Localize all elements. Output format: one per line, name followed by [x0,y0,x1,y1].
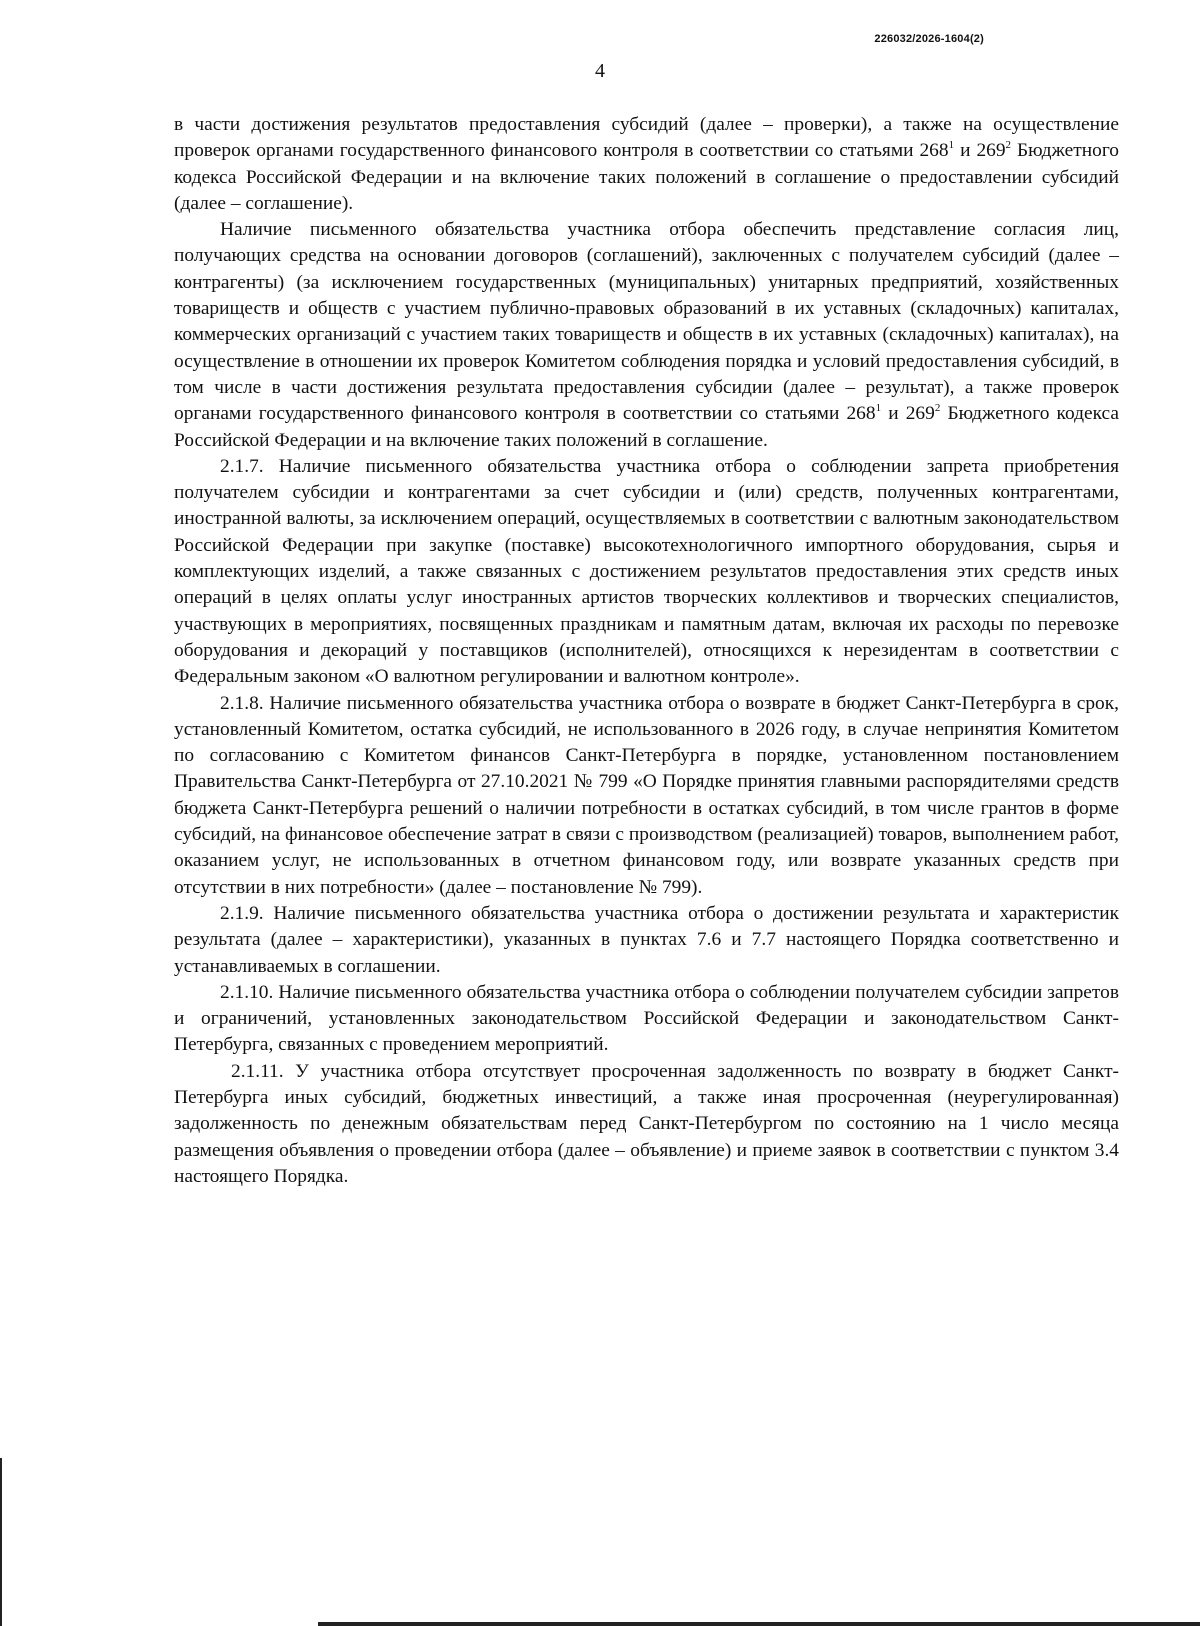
document-body [174,112,1119,1190]
paragraph-2-1-7: 2.1.7. Наличие письменного обязательства участника отбора о соблюдении запрета приобретения получателем субсидии и контрагентами за счет субсидии и (или) средств, полученных контрагентами, иностранной валюты, за исключением операций, осуществляемых в соответствии с валютным законодательством Российской Федерации при закупке (поставке) высокотехнологичного импортного оборудования, сырья и комплектующих изделий, а также связанных с достижением результатов предоставления этих средств иных операций в целях оплаты услуг иностранных артистов творческих коллективов и творческих специалистов, участвующих в мероприятиях, посвященных праздникам и памятным датам, включая их расходы по перевозке оборудования и декораций у поставщиков (исполнителей), относящихся к нерезидентам в соответствии с Федеральным законом «О валютном регулировании и валютном контроле». [174,455,1119,688]
paragraph-continuation: в части достижения результатов предоставления субсидий (далее – проверки), а также на осуществление проверок органами государственного финансового контроля в соответствии со статьями $268^1$ и $269^2$ Бюджетного кодекса Российской Федерации и на включение таких положений в соглашение о предоставлении субсидий (далее – соглашение). [174,114,1119,214]
paragraph-2-1-8: 2.1.8. Наличие письменного обязательства участника отбора о возврате в бюджет Санкт-Петербурга в срок, установленный Комитетом, остатка субсидий, не использованного в 2026 году, в случае непринятия Комитетом по согласованию с Комитетом финансов Санкт-Петербурга в порядке, установленном постановлением Правительства Санкт-Петербурга от 27.10.2021 № 799 «О Порядке принятия главными распорядителями средств бюджета Санкт-Петербурга решений о наличии потребности в остатках субсидий, в том числе грантов в форме субсидий, на финансовое обеспечение затрат в связи с производством (реализацией) товаров, выполнением работ, оказанием услуг, не использованных в отчетном финансовом году, или возврате указанных средств при отсутствии в них потребности» (далее – постановление № 799). [174,692,1119,898]
paragraph-2-1-11: 2.1.11. У участника отбора отсутствует просроченная задолженность по возврату в бюджет Санкт-Петербурга иных субсидий, бюджетных инвестиций, а также иная просроченная (неурегулированная) задолженность по денежным обязательствам перед Санкт-Петербургом по состоянию на 1 число месяца размещения объявления о проведении отбора (далее – объявление) и приеме заявок в соответствии с пунктом 3.4 настоящего Порядка. [174,1060,1119,1187]
scan-edge-left [0,1458,2,1626]
paragraph-2-1-9: 2.1.9. Наличие письменного обязательства участника отбора о достижении результата и характеристик результата (далее – характеристики), указанных в пунктах 7.6 и 7.7 настоящего Порядка соответственно и устанавливаемых в соглашении. [174,902,1119,977]
paragraph-consent-obligation: Наличие письменного обязательства участника отбора обеспечить представление согласия лиц, получающих средства на основании договоров (соглашений), заключенных с получателем субсидий (далее – контрагенты) (за исключением государственных (муниципальных) унитарных предприятий, хозяйственных товариществ и обществ с участием публично-правовых образований в их уставных (складочных) капиталах, коммерческих организаций с участием таких товариществ и обществ в их уставных (складочных) капиталах), на осуществление в отношении их проверок Комитетом соблюдения порядка и условий предоставления субсидий, в том числе в части достижения результата предоставления субсидии (далее – результат), а также проверок органами государственного финансового контроля в соответствии со статьями $268^1$ и $269^2$ Бюджетного кодекса Российской Федерации и на включение таких положений в соглашение. [174,219,1119,451]
paragraph-2-1-10: 2.1.10. Наличие письменного обязательства участника отбора о соблюдении получателем субсидии запретов и ограничений, установленных законодательством Российской Федерации и законодательством Санкт-Петербурга, связанных с проведением мероприятий. [174,981,1119,1056]
page-number: 4 [595,60,605,82]
document-id: 226032/2026-1604(2) [874,33,984,45]
scan-edge-bottom [318,1622,1200,1626]
